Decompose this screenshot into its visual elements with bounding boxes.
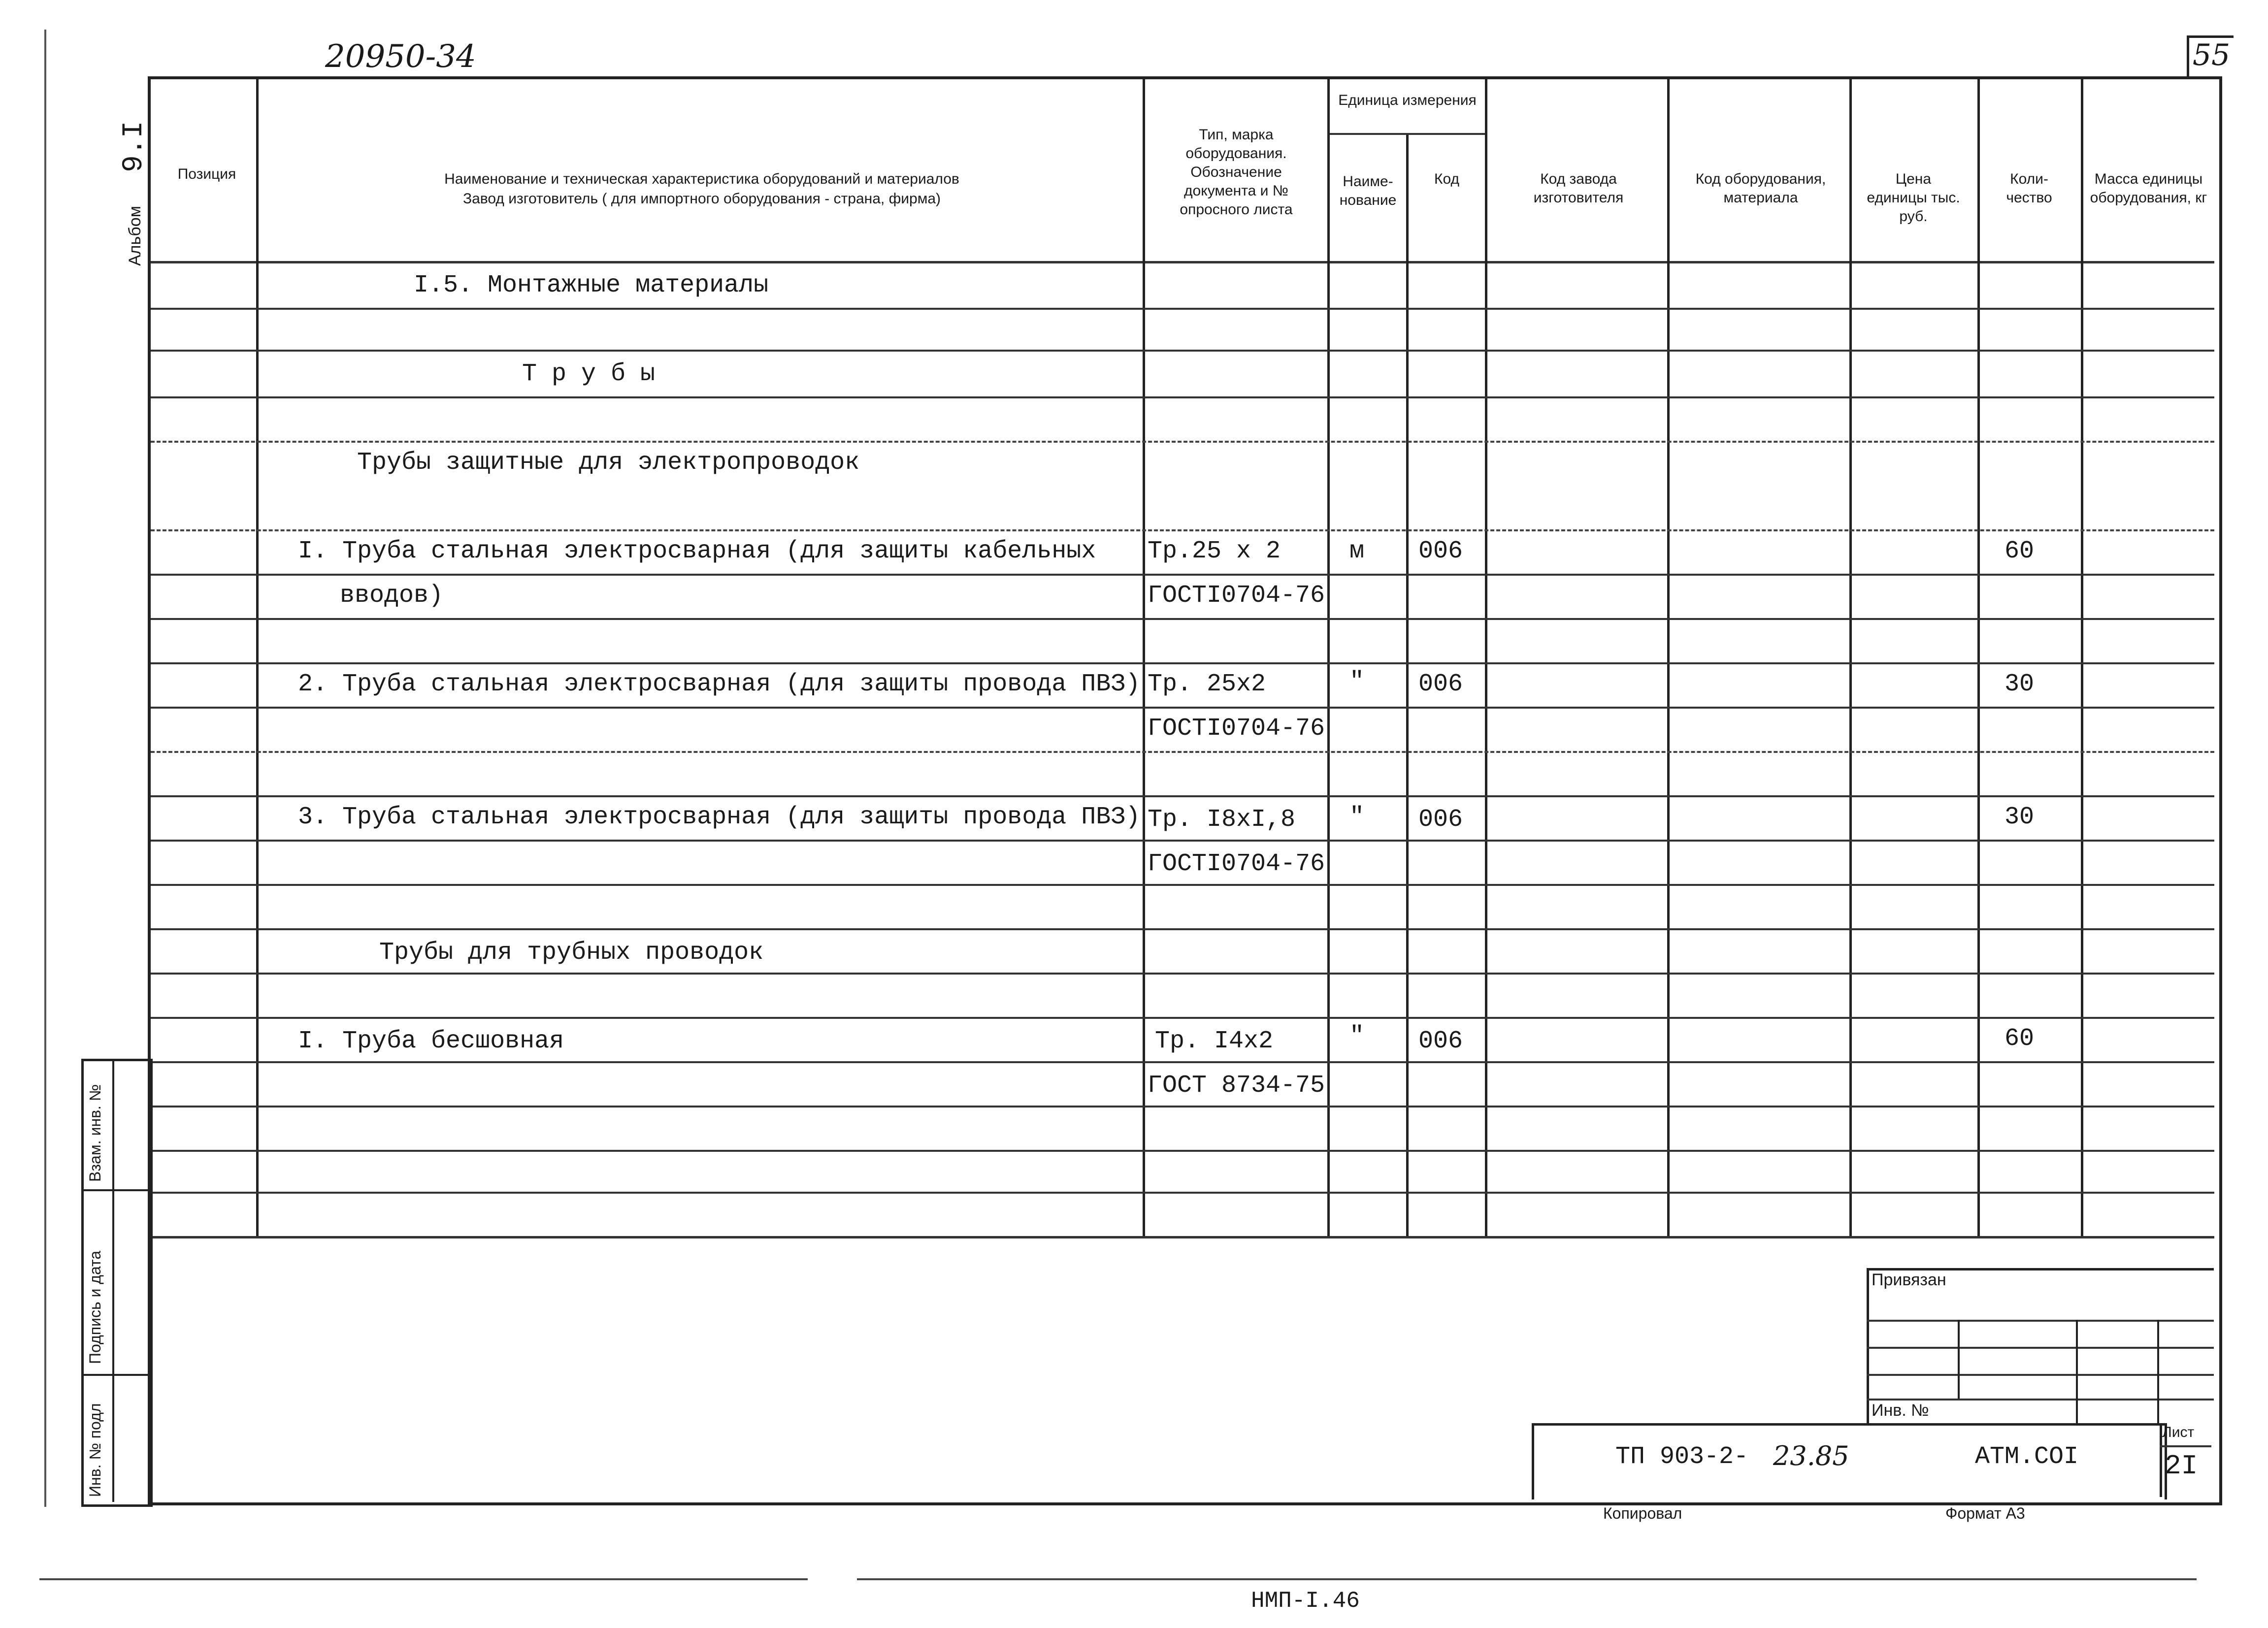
header-unit-name: Наиме- нование <box>1339 173 1397 208</box>
header-bottom-rule <box>151 261 2214 263</box>
binding-col <box>1958 1320 1960 1399</box>
row-rule <box>151 1192 2214 1194</box>
row-rule <box>151 707 2214 709</box>
form-code: НМП-I.46 <box>1251 1588 1360 1614</box>
item-2-type: Тр. 25х2 <box>1148 670 1266 698</box>
binding-rule <box>1867 1320 2214 1322</box>
item-3-name: 3. Труба стальная электросварная (для защиты провода ПВЗ) <box>298 803 1141 831</box>
cut-line-right <box>857 1578 2197 1580</box>
item-4-quantity: 60 <box>2005 1025 2035 1053</box>
doc-code-suffix: АТМ.СОI <box>1975 1443 2079 1471</box>
header-price: Цена единицы тыс. руб. <box>1867 171 1960 225</box>
item-4-standard: ГОСТ 8734-75 <box>1148 1072 1325 1100</box>
section-title: I.5. Монтажные материалы <box>414 271 769 299</box>
binding-label: Привязан <box>1872 1270 1946 1289</box>
sheet-number: 2I <box>2165 1450 2198 1482</box>
header-equipment-code: Код оборудования, материала <box>1695 171 1826 206</box>
row-rule <box>151 973 2214 975</box>
subgroup-title-1: Трубы защитные для электропроводок <box>357 449 860 477</box>
item-4-unit: " <box>1349 1022 1365 1050</box>
copied-label: Копировал <box>1603 1504 1682 1522</box>
doc-code-prefix: ТП 903-2- <box>1615 1443 1749 1471</box>
item-3-code: 006 <box>1418 806 1463 834</box>
row-rule <box>151 529 2214 531</box>
item-1-name: I. Труба стальная электросварная (для защиты кабельных <box>298 537 1096 565</box>
sheet-label: Лист <box>2162 1424 2195 1440</box>
item-3-standard: ГОСТI0704-76 <box>1148 850 1325 878</box>
group-title: Т р у б ы <box>522 360 656 388</box>
item-4-name: I. Труба бесшовная <box>298 1027 564 1055</box>
header-name-line1: Наименование и техническая характеристика оборудований и материалов <box>444 171 959 187</box>
inventory-number-label: Инв. № <box>1872 1401 1929 1420</box>
header-factory-code: Код завода изготовителя <box>1533 171 1624 206</box>
row-rule <box>151 662 2214 664</box>
format-label: Формат А3 <box>1945 1504 2025 1522</box>
binding-rule <box>1867 1347 2214 1349</box>
row-rule <box>151 751 2214 753</box>
binding-rule <box>1867 1399 2214 1400</box>
header-type: Тип, марка оборудования. Обозначение документа и № опросного листа <box>1180 127 1293 218</box>
header-quantity: Коли- чество <box>2006 171 2052 206</box>
row-rule <box>151 1061 2214 1063</box>
row-rule <box>151 1106 2214 1107</box>
item-2-unit: " <box>1349 668 1365 696</box>
row-rule <box>151 618 2214 620</box>
item-4-code: 006 <box>1418 1027 1463 1055</box>
row-rule <box>151 308 2214 310</box>
row-rule <box>151 840 2214 842</box>
row-rule <box>151 441 2214 443</box>
item-1-unit: м <box>1349 537 1365 565</box>
side-stamp-rule <box>81 1374 148 1376</box>
item-3-quantity: 30 <box>2005 803 2035 831</box>
item-4-type: Тр. I4х2 <box>1155 1027 1274 1055</box>
header-unit-code: Код <box>1434 171 1459 187</box>
row-rule <box>151 1017 2214 1019</box>
item-1-quantity: 60 <box>2005 537 2035 565</box>
header-unit-group: Единица измерения <box>1338 92 1477 108</box>
item-1-code: 006 <box>1418 537 1463 565</box>
item-2-name: 2. Труба стальная электросварная (для защиты провода ПВЗ) <box>298 670 1141 698</box>
item-1-name-cont: вводов) <box>340 582 444 610</box>
binding-col <box>2157 1320 2159 1423</box>
row-rule <box>151 396 2214 398</box>
row-rule <box>151 1150 2214 1152</box>
subgroup-title-2: Трубы для трубных проводок <box>379 939 764 967</box>
item-3-type: Тр. I8хI,8 <box>1148 806 1296 834</box>
side-stamp-original-inv: Инв. № подл <box>86 1403 104 1497</box>
cut-line-left <box>39 1578 808 1580</box>
item-2-standard: ГОСТI0704-76 <box>1148 715 1325 743</box>
binding-rule <box>1867 1374 2214 1376</box>
album-label: Альбом <box>126 206 144 266</box>
item-1-standard: ГОСТI0704-76 <box>1148 582 1325 610</box>
document-number-handwritten: 20950-34 <box>325 38 476 75</box>
header-name-line2: Завод изготовитель ( для импортного оборудования - страна, фирма) <box>462 191 941 207</box>
row-rule <box>151 795 2214 797</box>
item-1-type: Тр.25 х 2 <box>1148 537 1281 565</box>
row-rule <box>151 574 2214 576</box>
side-stamp-signature-date: Подпись и дата <box>86 1250 104 1364</box>
doc-code-handwritten: 23.85 <box>1773 1440 1849 1471</box>
header-position: Позиция <box>177 166 236 182</box>
side-stamp-replacement-inv: Взам. инв. № <box>86 1084 104 1182</box>
unit-group-rule <box>1330 133 1485 135</box>
row-rule <box>151 350 2214 352</box>
row-rule <box>151 928 2214 930</box>
table-bottom-rule <box>151 1236 2214 1238</box>
binding-col <box>2076 1320 2078 1423</box>
item-2-quantity: 30 <box>2005 670 2035 698</box>
item-3-unit: " <box>1349 803 1365 831</box>
side-stamp-divider <box>112 1059 114 1502</box>
side-stamp-rule <box>81 1189 148 1191</box>
row-rule <box>151 884 2214 886</box>
sheet-cell-rule <box>2160 1445 2211 1447</box>
left-margin-line <box>44 30 46 1507</box>
header-mass: Масса единицы оборудования, кг <box>2090 171 2207 206</box>
col-divider-4 <box>1406 133 1409 1236</box>
item-2-code: 006 <box>1418 670 1463 698</box>
album-number: 9.I <box>118 121 150 172</box>
corner-sheet-number: 55 <box>2187 35 2234 77</box>
